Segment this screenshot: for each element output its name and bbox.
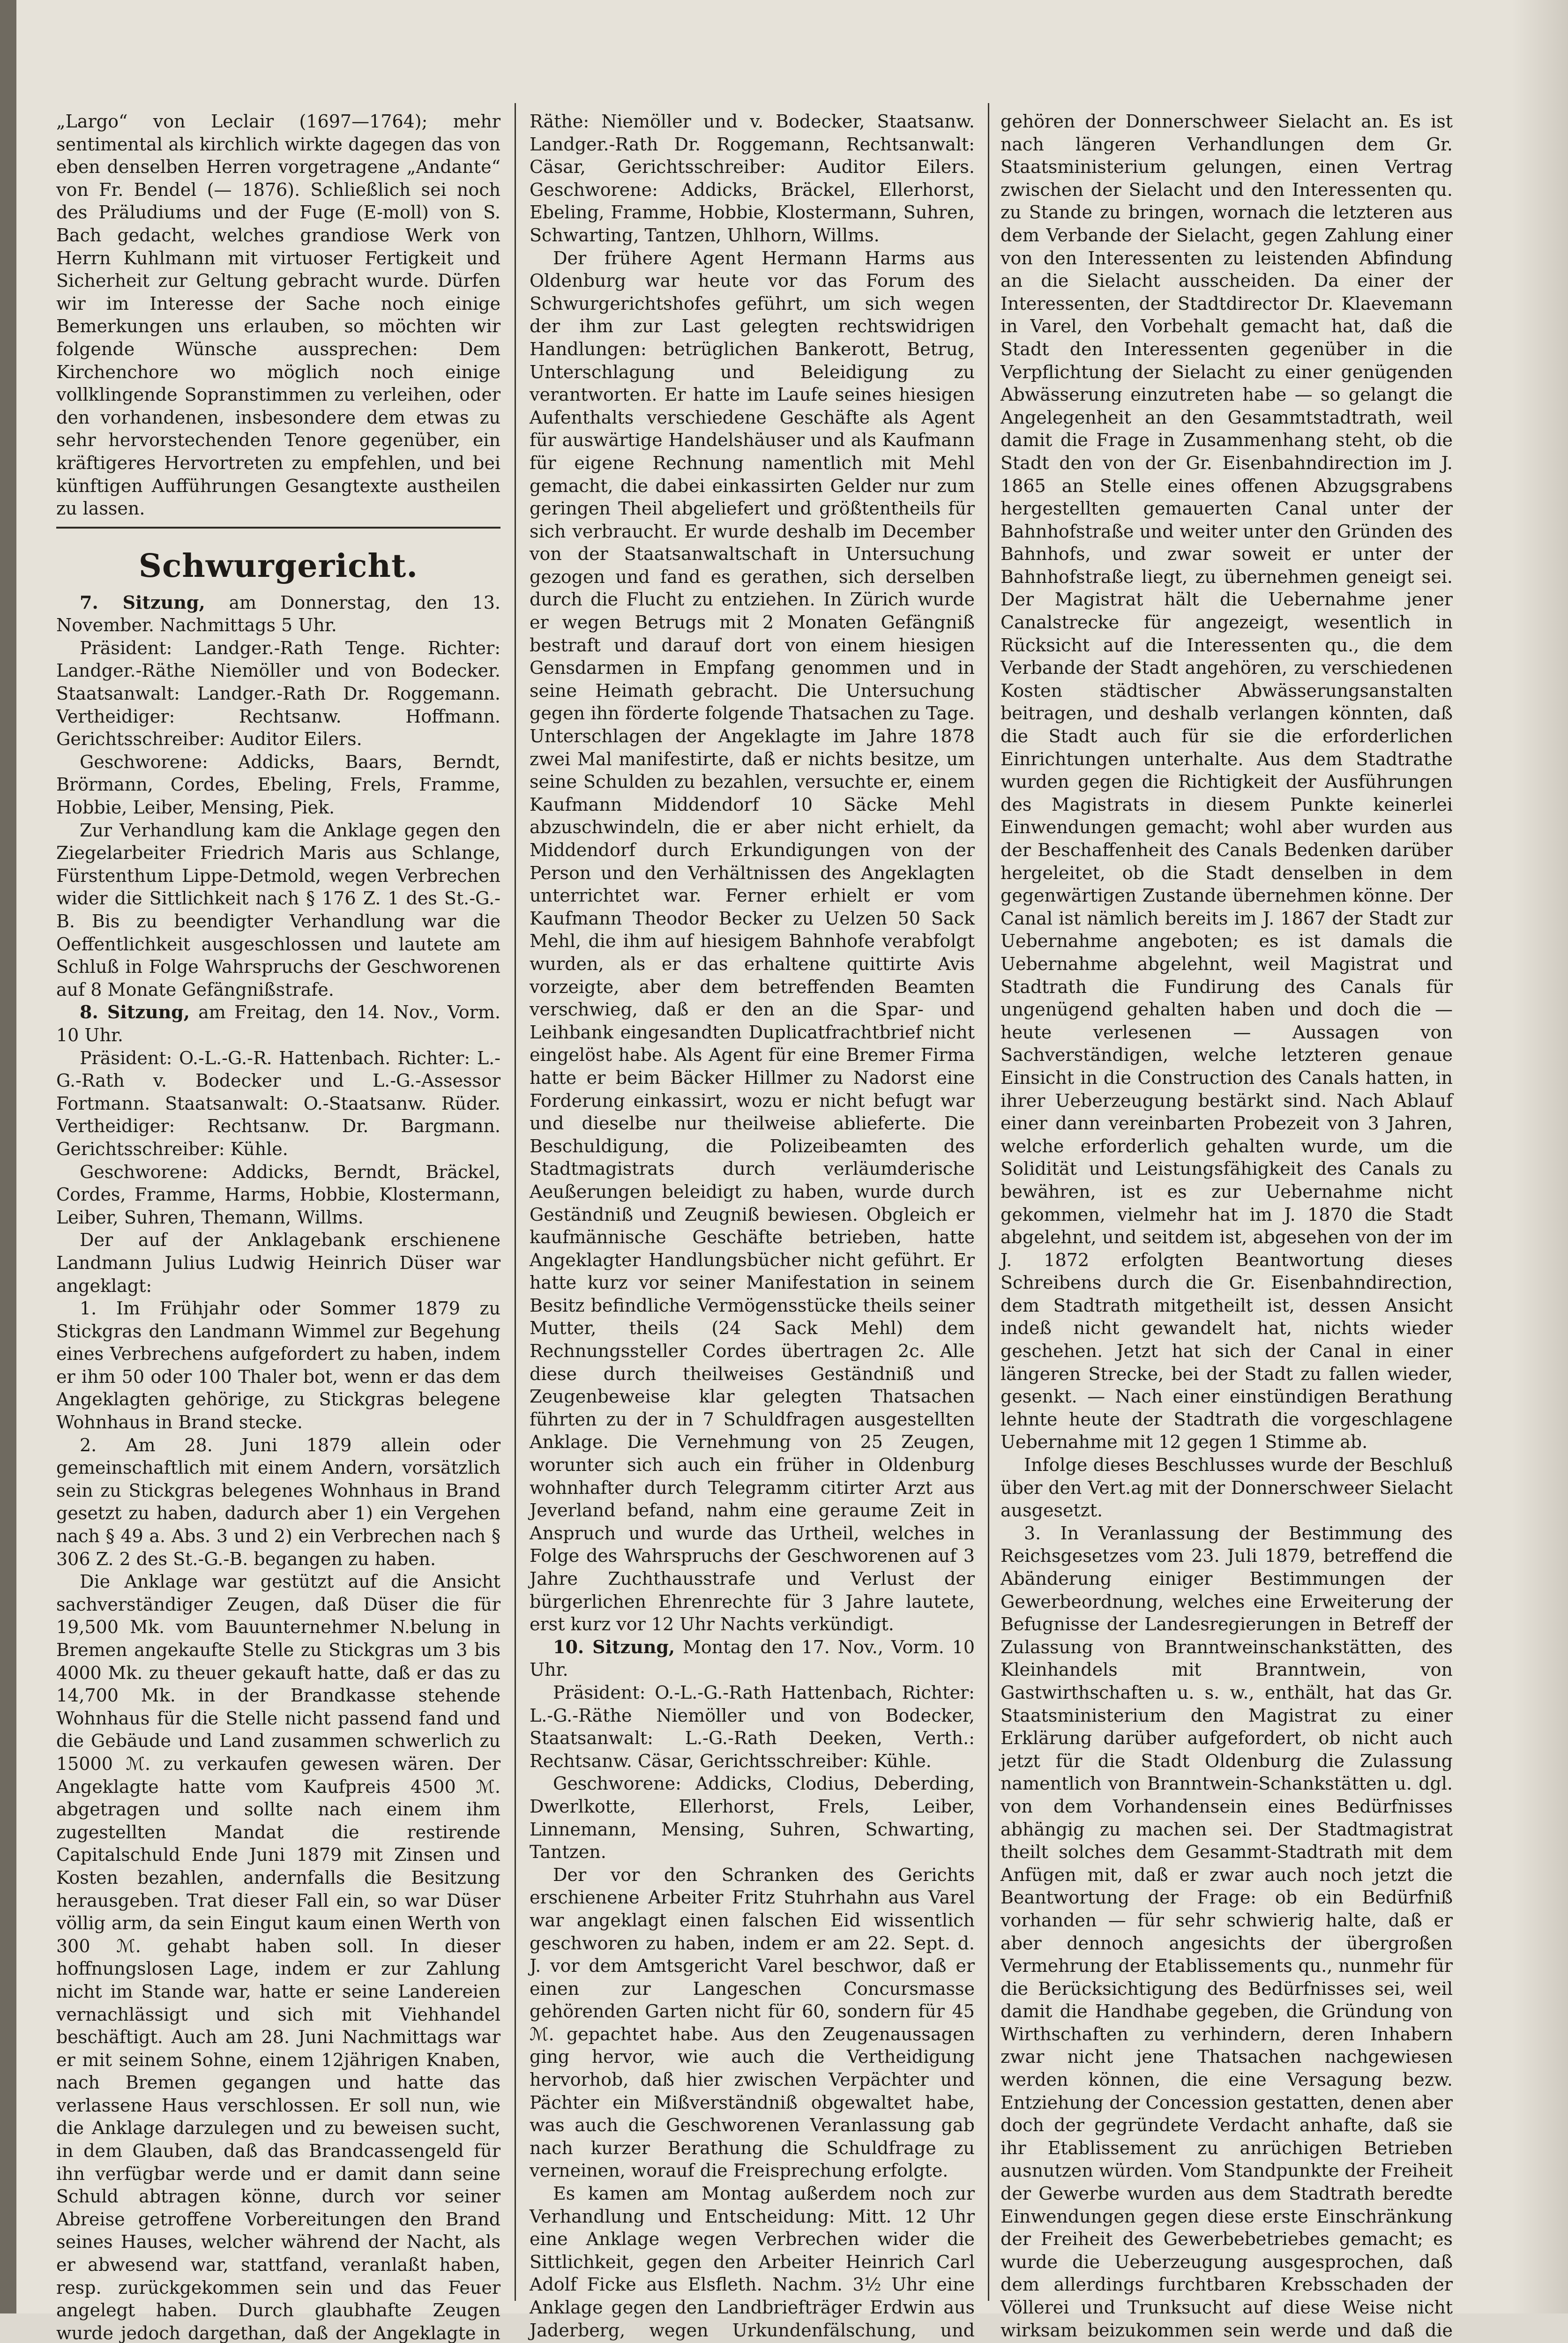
section-divider (56, 527, 500, 529)
column-rule (988, 103, 989, 2301)
section-title-schwurgericht: Schwurgericht. (138, 547, 418, 585)
session-10-court: Präsident: O.-L.-G.-Rath Hattenbach, Richter: L.-G.-Räthe Niemöller und von Bodecker, Staatsanwalt: L.-G.-Rath Deeken, Verth.: Rechtsanw. Cäsar, Gerichtsschreiber: Kühle. (530, 1682, 975, 1771)
page-edge (1512, 0, 1568, 2313)
column-3 (1001, 110, 1453, 2341)
magistrat-item: Infolge dieses Beschlusses wurde der Beschluß über den Vert.ag mit der Donnerschweer Sielacht ausgesetzt. (1001, 1455, 1453, 1521)
magistrat-item: 3. In Veranlassung der Bestimmung des Reichsgesetzes vom 23. Juli 1879, betreffend die Abänderung einiger Bestimmungen der Gewerbeordnung, welches eine Erweiterung der Befugnisse der Landesregierungen in Betreff der Zulassung von Branntweinschankstätten, des Kleinhandels mit Branntwein, von Gastwirthschaften u. s. w., enthält, hat das Gr. Staatsministerium den Magistrat zu einer Erklärung darüber aufgefordert, ob nicht auch jetzt für die Stadt Oldenburg die Zulassung namentlich von Branntwein-Schankstätten u. dgl. von dem Vorhandensein eines Bedürfnisses abhängig zu machen sei. Der Stadtmagistrat theilt solches dem Gesammt-Stadtrath mit dem Anfügen mit, daß er zwar auch noch jetzt die Beantwortung der Frage: ob ein Bedürfniß vorhanden — für sehr schwierig halte, daß er aber dennoch angesichts der übergroßen Vermehrung der Etablissements qu., nunmehr für die Berücksichtigung des Bedürfnisses sei, weil damit die Handhabe gegeben, die Gründung von Wirthschaften zu verhindern, deren Inhabern zwar nicht jene Thatsachen nachgewiesen werden können, die eine Versagung bezw. Entziehung der Concession gestatten, denen aber doch der gegründete Verdacht anhafte, daß sie ihr Etablissement zu anrüchigen Betrieben ausnutzen würden. Vom Standpunkte der Freiheit der Gewerbe wurden aus dem Stadtrath beredte Einwendungen gegen diese erste Einschränkung der Freiheit des Gewerbebetriebes gemacht; es wurde die Ueberzeugung ausgesprochen, daß dem allerdings furchtbaren Krebsschaden der Völlerei und Trunksucht auf diese Weise nicht wirksam beizukommen sein werde und daß die (1001, 1522, 1453, 2341)
session-9-case: Der frühere Agent Hermann Harms aus Oldenburg war heute vor das Forum des Schwurgerichtshofes geführt, um sich wegen der ihm zur Last gelegten rechtswidrigen Handlungen: betrüglichen Bankerott, Betrug, Unterschlagung und Beleidigung zu verantworten. Er hatte im Laufe seines hiesigen Aufenthalts verschiedene Geschäfte als Agent für auswärtige Handelshäuser und als Kaufmann für eigene Rechnung namentlich mit Mehl gemacht, die dabei einkassirten Gelder nur zum geringen Theil abgeliefert und größtentheils für sich verbraucht. Er wurde deshalb im December von der Staatsanwaltschaft in Untersuchung gezogen und fand es gerathen, sich derselben durch die Flucht zu entziehen. In Zürich wurde er wegen Betrugs mit 2 Monaten Gefängniß bestraft und darauf dort von einem hiesigen Gensdarmen in Empfang genommen und in seine Heimath gebracht. Die Untersuchung gegen ihn förderte folgende Thatsachen zu Tage. Unterschlagen der Angeklagte im Jahre 1878 zwei Mal manifestirte, daß er nichts besitze, um seine Schulden zu bezahlen, versuchte er, einem Kaufmann Middendorf 10 Säcke Mehl abzuschwindeln, die er aber nicht erhielt, da Middendorf durch Erkundigungen von der Person und den Verhältnissen des Angeklagten unterrichtet war. Ferner erhielt er vom Kaufmann Theodor Becker zu Uelzen 50 Sack Mehl, die ihm auf hiesigem Bahnhofe verabfolgt wurden, als er das erhaltene quittirte Avis vorzeigte, aber dem betreffenden Beamten verschwieg, daß er den an die Spar- und Leihbank eingesandten Duplicatfrachtbrief nicht eingelöst habe. Als Agent für eine Bremer Firma hatte er beim Bäcker Hillmer zu Nadorst eine Forderung einkassirt, wozu er nicht befugt war und dieselbe nur theilweise ablieferte. Die Beschuldigung, die Polizeibeamten des Stadtmagistrats durch verläumderische Aeußerungen beleidigt zu haben, wurde durch Geständniß und Zeugniß bewiesen. Obgleich er kaufmännische Geschäfte betrieben, hatte Angeklagter Handlungsbücher nicht geführt. Er hatte kurz vor seiner Manifestation in seinem Besitz befindliche Vermögensstücke theils seiner Mutter, theils (24 Sack Mehl) dem Rechnungssteller Cordes übertragen 2c. Alle diese durch theilweises Geständniß und Zeugenbeweise klar gelegten Thatsachen führten zu der in 7 Schuldfragen ausgestellten Anklage. Die Vernehmung von 25 Zeugen, worunter sich auch ein früher in Oldenburg wohnhafter durch Telegramm citirter Arzt aus Jeverland befand, nahm eine geraume Zeit in Anspruch und wurde das Urtheil, welches in Folge des Wahrspruchs der Geschworenen auf 3 Jahre Zuchthausstrafe und Verlust der bürgerlichen Ehrenrechte für 3 Jahre lautete, erst kurz vor 12 Uhr Nachts verkündigt. (530, 247, 975, 1635)
binding-shadow (0, 0, 16, 2313)
session-7-heading: 7. Sitzung, am Donnerstag, den 13. November. Nachmittags 5 Uhr. (56, 591, 500, 636)
column-rule (515, 103, 516, 2301)
session-8-paragraph: 2. Am 28. Juni 1879 allein oder gemeinschaftlich mit einem Andern, vorsätzlich sein zu Stickgras belegenes Wohnhaus in Brand gesetzt zu haben, dadurch aber 1) ein Vergehen nach § 49 a. Abs. 3 und 2) ein Verbrechen nach § 306 Z. 2 des St.-G.-B. begangen zu haben. (56, 1434, 500, 1569)
session-10-heading: 10. Sitzung, Montag den 17. Nov., Vorm. 10 Uhr. (530, 1636, 975, 1680)
column-1 (56, 110, 500, 2343)
session-7-case: Zur Verhandlung kam die Anklage gegen den Ziegelarbeiter Friedrich Maris aus Schlange, Fürstenthum Lippe-Detmold, wegen Verbrechen wider die Sittlichkeit nach § 176 Z. 1 des St.-G.-B. Bis zu beendigter Verhandlung war die Oeffentlichkeit ausgeschlossen und lautete am Schluß in Folge Wahrspruchs der Geschworenen auf 8 Monate Gefängnißstrafe. (56, 820, 500, 1000)
magistrat-item-cont: gehören der Donnerschweer Sielacht an. Es ist nach längeren Verhandlungen dem Gr. Staatsministerium gelungen, einen Vertrag zwischen der Sielacht und den Interessenten qu. zu Stande zu bringen, wornach die letzteren aus dem Verbande der Sielacht, gegen Zahlung einer von den Interessenten zu leistenden Abfindung an die Sielacht ausscheiden. Da einer der Interessenten, der Stadtdirector Dr. Klaevemann in Varel, den Vorbehalt gemacht hat, daß die Stadt den Interessenten gegenüber in die Verpflichtung der Sielacht zu einer genügenden Abwässerung einzutreten habe — so gelangt die Angelegenheit an den Gesammtstadtrath, weil damit die Frage in Zusammenhang steht, ob die Stadt den von der Gr. Eisenbahndirection im J. 1865 an Stelle eines offenen Abzugsgrabens hergestellten gemauerten Canal unter der Bahnhofstraße und weiter unter den Gründen des Bahnhofs, und zwar soweit er unter der Bahnhofstraße liegt, zu übernehmen geneigt sei. Der Magistrat hält die Uebernahme jener Canalstrecke für angezeigt, wesentlich in Rücksicht auf die Interessenten qu., die dem Verbande der Stadt angehören, zu verschiedenen Kosten städtischer Abwässerungsanstalten beitragen, und deshalb verlangen könnten, daß die Stadt auch für sie die erforderlichen Einrichtungen unterhalte. Aus dem Stadtrathe wurden gegen die Richtigkeit der Ausführungen des Magistrats in diesem Punkte keinerlei Einwendungen gemacht; wohl aber wurden aus der Beschaffenheit des Canals Bedenken darüber hergeleitet, ob die Stadt denselben in dem gegenwärtigen Zustande übernehmen könne. Der Canal ist nämlich bereits im J. 1867 der Stadt zur Uebernahme angeboten; es ist damals die Uebernahme abgelehnt, weil Magistrat und Stadtrath die Fundirung des Canals für ungenügend gehalten haben und doch die — heute verlesenen — Aussagen von Sachverständigen, welche letzteren genaue Einsicht in die Construction des Canals hatten, in ihrer Ueberzeugung bestärkt sind. Nach Ablauf einer dann vereinbarten Probezeit von 3 Jahren, welche erforderlich gehalten wurde, um die Solidität und Leistungsfähigkeit des Canals zu bewähren, ist es zur Uebernahme nicht gekommen, vielmehr hat im J. 1870 die Stadt abgelehnt, und seitdem ist, abgesehen von der im J. 1872 erfolgten Beantwortung dieses Schreibens durch die Gr. Eisenbahndirection, dem Stadtrath mitgetheilt ist, dessen Ansicht indeß nicht gewandelt hat, nichts wieder geschehen. Jetzt hat sich der Canal in einer längeren Strecke, bei der Stadt zu fallen wieder, gesenkt. — Nach einer einstündigen Berathung lehnte heute der Stadtrath die vorgeschlagene Uebernahme mit 12 gegen 1 Stimme ab. (1001, 111, 1453, 1453)
session-8-paragraph: Die Anklage war gestützt auf die Ansicht sachverständiger Zeugen, daß Düser die für 19,500 Mk. vom Bauunternehmer N.belung in Bremen angekaufte Stelle zu Stickgras um 3 bis 4000 Mk. zu theuer gekauft hatte, daß er das zu 14,700 Mk. in der Brandkasse stehende Wohnhaus für die Stelle nicht passend fand und die Gebäude und Land zusammen schwerlich zu 15000 ℳ. zu verkaufen gewesen wären. Der Angeklagte hatte vom Kaufpreis 4500 ℳ. abgetragen und sollte nach einem ihm zugestellten Mandat die restirende Capitalschuld Ende Juni 1879 mit Zinsen und Kosten bezahlen, andernfalls die Besitzung herausgeben. Trat dieser Fall ein, so war Düser völlig arm, da sein Eingut kaum einen Werth von 300 ℳ. gehabt haben soll. In dieser hoffnungslosen Lage, indem er zur Zahlung nicht im Stande war, hatte er seine Landereien vernachlässigt und sich mit Viehhandel beschäftigt. Auch am 28. Juni Nachmittags war er mit seinem Sohne, einem 12jährigen Knaben, nach Bremen gegangen und hatte das verlassene Haus verschlossen. Er soll nun, wie die Anklage darzulegen und zu beweisen sucht, in dem Glauben, daß das Brandcassengeld für ihn verfügbar werde und er damit dann seine Schuld abtragen könne, durch vor seiner Abreise getroffene Vorbereitungen den Brand seines Hauses, welcher während der Nacht, als er abwesend war, stattfand, veranlaßt haben, resp. zurückgekommen sein und das Feuer angelegt haben. Durch glaubhafte Zeugen wurde jedoch dargethan, daß der Angeklagte in (56, 1571, 500, 2343)
session-8-jury: Geschworene: Addicks, Berndt, Bräckel, Cordes, Framme, Harms, Hobbie, Klostermann, Leiber, Suhren, Themann, Willms. (56, 1161, 500, 1228)
concert-review-end: „Largo“ von Leclair (1697—1764); mehr sentimental als kirchlich wirkte dagegen das von eben denselben Herren vorgetragene „Andante“ von Fr. Bendel (— 1876). Schließlich sei noch des Präludiums und der Fuge (E-moll) von S. Bach gedacht, welches grandiose Werk von Herrn Kuhlmann mit virtuoser Fertigkeit und Sicherheit zur Geltung gebracht wurde. Dürfen wir im Interesse der Sache noch einige Bemerkungen uns erlauben, so möchten wir folgende Wünsche aussprechen: Dem Kirchenchore wo möglich noch einige vollklingende Sopranstimmen zu verleihen, oder den vorhandenen, insbesondere dem etwas zu sehr hervorstechenden Tenore gegenüber, ein kräftigeres Hervortreten zu empfehlen, und bei künftigen Aufführungen Gesangtexte austheilen zu lassen. (56, 111, 500, 519)
session-8-court: Präsident: O.-L.-G.-R. Hattenbach. Richter: L.-G.-Rath v. Bodecker und L.-G.-Assessor Fortmann. Staatsanwalt: O.-Staatsanw. Rüder. Vertheidiger: Rechtsanw. Dr. Bargmann. Gerichtsschreiber: Kühle. (56, 1047, 500, 1159)
column-2 (530, 110, 975, 2341)
session-7-court: Präsident: Landger.-Rath Tenge. Richter: Landger.-Räthe Niemöller und von Bodecker. Staatsanwalt: Landger.-Rath Dr. Roggemann. Vertheidiger: Rechtsanw. Hoffmann. Gerichtsschreiber: Auditor Eilers. (56, 637, 500, 750)
session-8-heading: 8. Sitzung, am Freitag, den 14. Nov., Vorm. 10 Uhr. (56, 1001, 500, 1045)
session-7-jury: Geschworene: Addicks, Baars, Berndt, Brörmann, Cordes, Ebeling, Frels, Framme, Hobbie, Leiber, Mensing, Piek. (56, 751, 500, 818)
session-10-more: Es kamen am Montag außerdem noch zur Verhandlung und Entscheidung: Mitt. 12 Uhr eine Anklage wegen Verbrechen wider die Sittlichkeit, gegen den Arbeiter Heinrich Carl Adolf Ficke aus Elsfleth. Nachm. 3½ Uhr eine Anklage gegen den Landbriefträger Erdwin aus Jaderberg, wegen Urkundenfälschung, und (530, 2183, 975, 2341)
session-10-case: Der vor den Schranken des Gerichts erschienene Arbeiter Fritz Stuhrhahn aus Varel war angeklagt einen falschen Eid wissentlich geschworen zu haben, indem er am 22. Sept. d. J. vor dem Amtsgericht Varel beschwor, daß er einen zur Langeschen Concursmasse gehörenden Garten nicht für 60, sondern für 45 ℳ. gepachtet habe. Aus den Zeugenaussagen ging hervor, wie auch die Vertheidigung hervorhob, daß hier zwischen Verpächter und Pächter ein Mißverständniß obgewaltet habe, was auch die Geschworenen Veranlassung gab nach kurzer Berathung die Schuldfrage zu verneinen, worauf die Freisprechung erfolgte. (530, 1864, 975, 2181)
session-8-paragraph: 1. Im Frühjahr oder Sommer 1879 zu Stickgras den Landmann Wimmel zur Begehung eines Verbrechens aufgefordert zu haben, indem er ihm 50 oder 100 Thaler bot, wenn er das dem Angeklagten gehörige, zu Stickgras belegene Wohnhaus in Brand stecke. (56, 1298, 500, 1433)
session-8-paragraph: Der auf der Anklagebank erschienene Landmann Julius Ludwig Heinrich Düser war angeklagt: (56, 1230, 500, 1296)
session-10-jury: Geschworene: Addicks, Clodius, Deberding, Dwerlkotte, Ellerhorst, Frels, Leiber, Linnemann, Mensing, Suhren, Schwarting, Tantzen. (530, 1773, 975, 1863)
session-9-court-cont: Räthe: Niemöller und v. Bodecker, Staatsanw. Landger.-Rath Dr. Roggemann, Rechtsanwalt: Cäsar, Gerichtsschreiber: Auditor Eilers. Geschworene: Addicks, Bräckel, Ellerhorst, Ebeling, Framme, Hobbie, Klostermann, Suhren, Schwarting, Tantzen, Uhlhorn, Willms. (530, 111, 975, 246)
